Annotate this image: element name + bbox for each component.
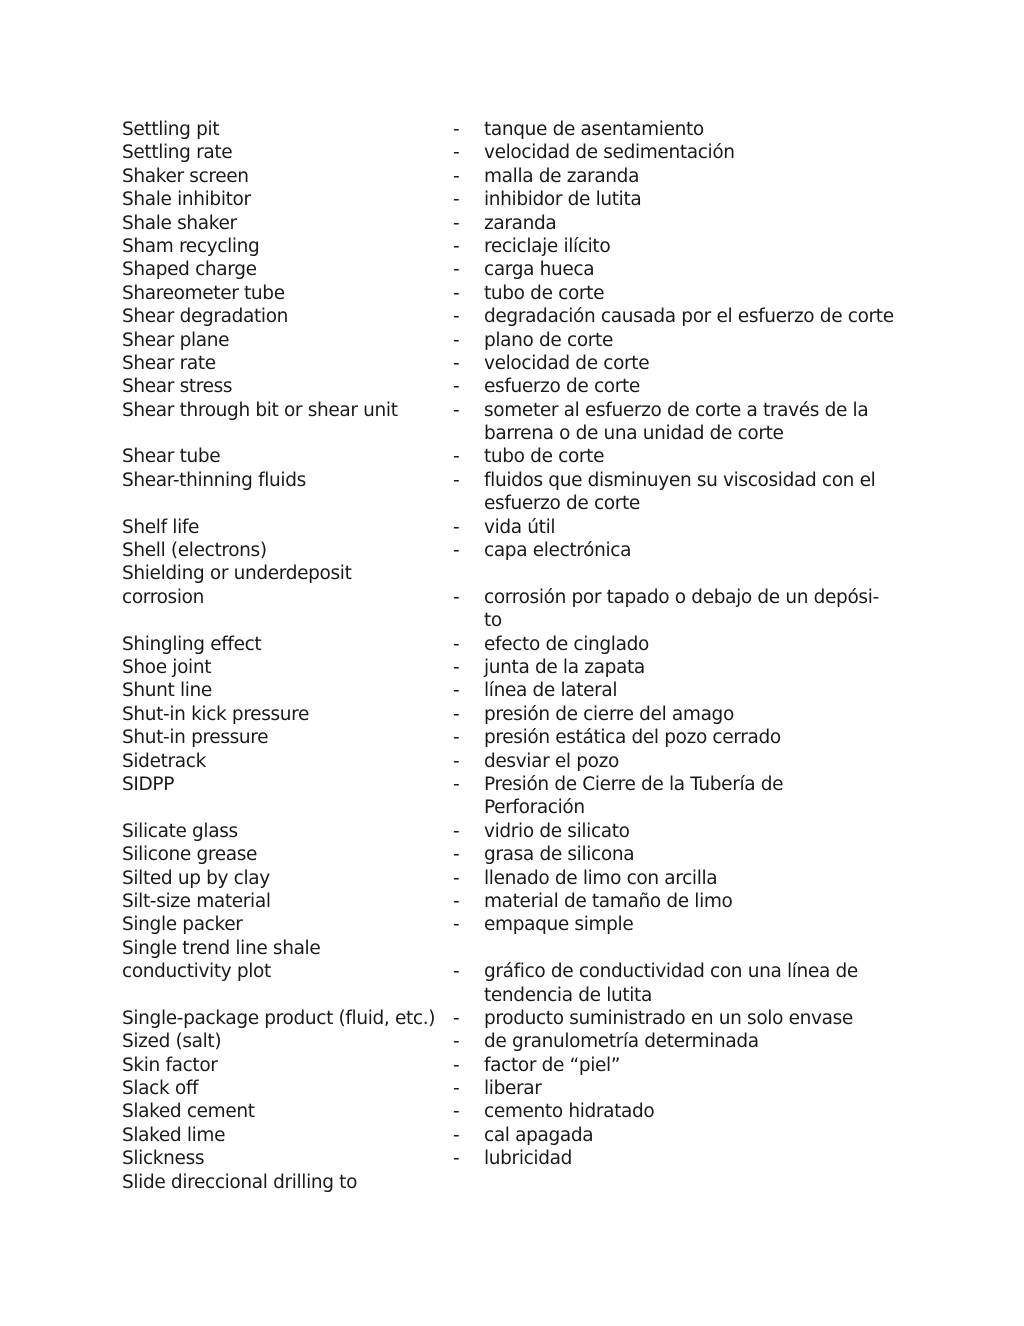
english-term: [122, 633, 261, 656]
english-term: [122, 165, 249, 188]
spanish-translation-line: reciclaje ilícito: [484, 235, 611, 257]
spanish-translation: [484, 352, 649, 375]
glossary-entry: [122, 212, 912, 235]
spanish-translation-line: esfuerzo de corte: [484, 493, 640, 515]
separator-dash: -: [453, 142, 460, 164]
english-term: [122, 445, 220, 468]
spanish-translation: [484, 212, 556, 235]
spanish-translation-line: desviar el pozo: [484, 750, 619, 772]
english-term-line: SIDPP: [122, 773, 175, 795]
spanish-translation-line: fluidos que disminuyen su viscosidad con el: [484, 469, 876, 491]
glossary-entry: [122, 1030, 912, 1053]
separator-dash: -: [453, 914, 460, 936]
separator-dash: -: [453, 867, 460, 889]
english-term-line: conductivity plot: [122, 961, 271, 983]
spanish-translation-line: cal apagada: [484, 1124, 594, 1146]
spanish-translation-line: factor de “piel”: [484, 1054, 621, 1076]
english-term-line: Shoe joint: [122, 657, 212, 679]
separator-dash: -: [453, 586, 460, 608]
glossary-entry: [122, 750, 912, 773]
english-term: [122, 1077, 198, 1100]
spanish-translation: [484, 1054, 620, 1077]
english-term: [122, 867, 270, 890]
glossary-entry: [122, 282, 912, 305]
english-term: [122, 305, 288, 328]
english-term-line: Shut-in pressure: [122, 727, 269, 749]
glossary-entry: [122, 890, 912, 913]
separator-dash: -: [453, 750, 460, 772]
glossary-entry: [122, 258, 912, 281]
spanish-translation: [484, 562, 879, 632]
spanish-translation-line: llenado de limo con arcilla: [484, 867, 718, 889]
english-term: [122, 282, 285, 305]
glossary-entry: [122, 539, 912, 562]
english-term-line: Settling rate: [122, 142, 233, 164]
english-term-line: Shaped charge: [122, 259, 257, 281]
glossary-entry: [122, 726, 912, 749]
english-term-line: Slack off: [122, 1078, 199, 1100]
english-term: [122, 703, 309, 726]
separator-dash: -: [453, 306, 460, 328]
spanish-translation-line: corrosión por tapado o debajo de un depósi-: [484, 586, 879, 608]
english-term: [122, 375, 232, 398]
english-term-line: Shear plane: [122, 329, 230, 351]
english-term: [122, 937, 320, 984]
separator-dash: -: [453, 1078, 460, 1100]
separator-dash: -: [453, 703, 460, 725]
glossary-entry: [122, 235, 912, 258]
glossary-entry: [122, 773, 912, 820]
spanish-translation-line: material de tamaño de limo: [484, 890, 733, 912]
english-term-line: Shear through bit or shear unit: [122, 399, 398, 421]
glossary-entry: [122, 445, 912, 468]
separator-dash: -: [453, 1101, 460, 1123]
english-term: [122, 890, 271, 913]
english-term-line: Shareometer tube: [122, 282, 285, 304]
spanish-translation: [484, 235, 610, 258]
glossary-entry: [122, 1100, 912, 1123]
glossary-entry: [122, 165, 912, 188]
spanish-translation: [484, 1100, 654, 1123]
separator-dash: -: [453, 540, 460, 562]
english-term: [122, 843, 257, 866]
english-term-line: Silted up by clay: [122, 867, 270, 889]
english-term-line: Silt-size material: [122, 890, 271, 912]
english-term-line: Sham recycling: [122, 235, 260, 257]
english-term-line: Shielding or underdeposit: [122, 563, 352, 585]
spanish-translation-line: vidrio de silicato: [484, 820, 630, 842]
english-term: [122, 679, 212, 702]
spanish-translation: [484, 516, 555, 539]
spanish-translation: [484, 633, 649, 656]
spanish-translation: [484, 1007, 853, 1030]
english-term: [122, 726, 268, 749]
spanish-translation-line: Perforación: [484, 797, 585, 819]
glossary-entry: [122, 843, 912, 866]
spanish-translation: [484, 258, 594, 281]
spanish-translation: [484, 867, 717, 890]
english-term: [122, 539, 267, 562]
spanish-translation-line: barrena o de una unidad de corte: [484, 423, 784, 445]
spanish-translation: [484, 118, 704, 141]
english-term-line: Shingling effect: [122, 633, 262, 655]
english-term: [122, 1030, 221, 1053]
spanish-translation: [484, 726, 781, 749]
glossary-entry: [122, 352, 912, 375]
english-term: [122, 1007, 435, 1030]
spanish-translation-line: tubo de corte: [484, 282, 605, 304]
spanish-translation: [484, 282, 604, 305]
spanish-translation-line: producto suministrado en un solo envase: [484, 1007, 853, 1029]
glossary-entry: [122, 656, 912, 679]
spanish-translation: [484, 913, 633, 936]
english-term-line: Shut-in kick pressure: [122, 703, 310, 725]
separator-dash: -: [453, 961, 460, 983]
english-term-line: Slaked cement: [122, 1101, 255, 1123]
english-term: [122, 913, 243, 936]
english-term: [122, 399, 398, 422]
glossary-entry: [122, 867, 912, 890]
english-term: [122, 188, 251, 211]
spanish-translation: [484, 469, 875, 516]
spanish-translation: [484, 937, 858, 1007]
english-term: [122, 118, 219, 141]
spanish-translation-line: empaque simple: [484, 914, 634, 936]
spanish-translation-line: esfuerzo de corte: [484, 376, 640, 398]
spanish-translation-line: cemento hidratado: [484, 1101, 655, 1123]
glossary-entry: [122, 1007, 912, 1030]
spanish-translation-line: presión estática del pozo cerrado: [484, 727, 781, 749]
english-term-line: Sized (salt): [122, 1031, 222, 1053]
separator-dash: -: [453, 119, 460, 140]
english-term: [122, 516, 199, 539]
glossary-entry: [122, 913, 912, 936]
spanish-translation-line: carga hueca: [484, 259, 595, 281]
spanish-translation: [484, 703, 734, 726]
spanish-translation: [484, 679, 617, 702]
english-term: [122, 1124, 225, 1147]
spanish-translation: [484, 329, 613, 352]
separator-dash: -: [453, 329, 460, 351]
spanish-translation-line: línea de lateral: [484, 680, 618, 702]
spanish-translation-line: Presión de Cierre de la Tubería de: [484, 773, 784, 795]
english-term-line: Single trend line shale: [122, 937, 321, 959]
glossary-entry: [122, 329, 912, 352]
glossary-entry: [122, 1124, 912, 1147]
spanish-translation: [484, 890, 733, 913]
english-term-line: Single packer: [122, 914, 243, 936]
english-term-line: Sidetrack: [122, 750, 206, 772]
spanish-translation-line: velocidad de corte: [484, 352, 650, 374]
english-term-line: Shear-thinning fluids: [122, 469, 306, 491]
glossary-list: [122, 118, 912, 1194]
english-term: [122, 820, 238, 843]
english-term-line: Shear rate: [122, 352, 216, 374]
separator-dash: -: [453, 680, 460, 702]
english-term: [122, 235, 259, 258]
spanish-translation: [484, 445, 604, 468]
english-term-line: Shunt line: [122, 680, 212, 702]
separator-dash: -: [453, 352, 460, 374]
english-term: [122, 141, 232, 164]
glossary-entry: [122, 820, 912, 843]
separator-dash: -: [453, 259, 460, 281]
spanish-translation-line: gráfico de conductividad con una línea de: [484, 961, 858, 983]
separator-dash: -: [453, 727, 460, 749]
spanish-translation-line: tanque de asentamiento: [484, 119, 704, 140]
spanish-translation: [484, 1030, 759, 1053]
separator-dash: -: [453, 1124, 460, 1146]
english-term: [122, 1171, 357, 1194]
separator-dash: -: [453, 212, 460, 234]
english-term-line: Shelf life: [122, 516, 200, 538]
separator-dash: -: [453, 282, 460, 304]
english-term: [122, 212, 237, 235]
glossary-entry: [122, 399, 912, 446]
spanish-translation-line: de granulometría determinada: [484, 1031, 759, 1053]
spanish-translation-line: zaranda: [484, 212, 557, 234]
spanish-translation-line: to: [484, 610, 502, 632]
glossary-entry: [122, 703, 912, 726]
spanish-translation: [484, 1124, 593, 1147]
separator-dash: -: [453, 773, 460, 795]
glossary-entry: [122, 469, 912, 516]
spanish-translation-line: lubricidad: [484, 1148, 572, 1170]
separator-dash: -: [453, 235, 460, 257]
english-term: [122, 773, 174, 796]
spanish-translation: [484, 165, 639, 188]
glossary-entry: [122, 516, 912, 539]
english-term-line: Shear tube: [122, 446, 221, 468]
separator-dash: -: [453, 890, 460, 912]
spanish-translation: [484, 820, 630, 843]
english-term: [122, 329, 229, 352]
english-term: [122, 656, 211, 679]
english-term-line: corrosion: [122, 586, 204, 608]
spanish-translation-line: plano de corte: [484, 329, 613, 351]
glossary-entry: [122, 562, 912, 632]
separator-dash: -: [453, 165, 460, 187]
spanish-translation-line: grasa de silicona: [484, 844, 635, 866]
spanish-translation-line: tendencia de lutita: [484, 984, 652, 1006]
separator-dash: -: [453, 657, 460, 679]
glossary-entry: [122, 937, 912, 1007]
english-term-line: Shale shaker: [122, 212, 237, 234]
separator-dash: -: [453, 844, 460, 866]
english-term-line: Slide direccional drilling to: [122, 1171, 358, 1193]
separator-dash: -: [453, 1148, 460, 1170]
glossary-entry: [122, 118, 912, 141]
spanish-translation: [484, 843, 634, 866]
separator-dash: -: [453, 1007, 460, 1029]
spanish-translation: [484, 188, 641, 211]
separator-dash: -: [453, 820, 460, 842]
english-term-line: Shear degradation: [122, 306, 289, 328]
spanish-translation: [484, 750, 619, 773]
spanish-translation: [484, 773, 783, 820]
spanish-translation: [484, 141, 735, 164]
english-term: [122, 750, 206, 773]
glossary-entry: [122, 679, 912, 702]
separator-dash: -: [453, 1054, 460, 1076]
english-term: [122, 258, 257, 281]
english-term-line: Settling pit: [122, 119, 220, 140]
spanish-translation-line: malla de zaranda: [484, 165, 640, 187]
english-term-line: Silicone grease: [122, 844, 258, 866]
english-term-line: Silicate glass: [122, 820, 238, 842]
english-term-line: Shaker screen: [122, 165, 249, 187]
spanish-translation-line: liberar: [484, 1078, 542, 1100]
glossary-entry: [122, 375, 912, 398]
glossary-entry: [122, 1054, 912, 1077]
spanish-translation: [484, 656, 645, 679]
spanish-translation-line: presión de cierre del amago: [484, 703, 734, 725]
english-term-line: Skin factor: [122, 1054, 218, 1076]
glossary-entry: [122, 633, 912, 656]
spanish-translation: [484, 399, 868, 446]
spanish-translation-line: vida útil: [484, 516, 556, 538]
separator-dash: -: [453, 1031, 460, 1053]
spanish-translation-line: inhibidor de lutita: [484, 189, 642, 211]
english-term-line: Shear stress: [122, 376, 233, 398]
glossary-entry: [122, 1077, 912, 1100]
english-term-line: Slickness: [122, 1148, 205, 1170]
separator-dash: -: [453, 376, 460, 398]
spanish-translation: [484, 539, 631, 562]
glossary-entry: [122, 188, 912, 211]
english-term: [122, 1054, 218, 1077]
spanish-translation: [484, 305, 894, 328]
spanish-translation-line: degradación causada por el esfuerzo de corte: [484, 306, 894, 328]
separator-dash: -: [453, 633, 460, 655]
separator-dash: -: [453, 469, 460, 491]
spanish-translation-line: tubo de corte: [484, 446, 605, 468]
english-term: [122, 1147, 204, 1170]
spanish-translation: [484, 375, 640, 398]
spanish-translation-line: efecto de cinglado: [484, 633, 649, 655]
english-term: [122, 562, 352, 609]
glossary-entry: [122, 1171, 912, 1194]
english-term-line: Slaked lime: [122, 1124, 226, 1146]
spanish-translation-line: capa electrónica: [484, 540, 632, 562]
spanish-translation-line: junta de la zapata: [484, 657, 645, 679]
glossary-entry: [122, 141, 912, 164]
separator-dash: -: [453, 516, 460, 538]
english-term: [122, 469, 306, 492]
spanish-translation-line: [484, 937, 858, 960]
glossary-entry: [122, 305, 912, 328]
spanish-translation-line: [484, 562, 879, 585]
separator-dash: -: [453, 189, 460, 211]
spanish-translation: [484, 1147, 572, 1170]
spanish-translation-line: someter al esfuerzo de corte a través de la: [484, 399, 869, 421]
english-term-line: Single-package product (fluid, etc.): [122, 1007, 436, 1029]
english-term: [122, 352, 216, 375]
english-term-line: Shell (electrons): [122, 540, 267, 562]
spanish-translation: [484, 1077, 542, 1100]
english-term: [122, 1100, 255, 1123]
separator-dash: -: [453, 399, 460, 421]
glossary-entry: [122, 1147, 912, 1170]
english-term-line: Shale inhibitor: [122, 189, 251, 211]
separator-dash: -: [453, 446, 460, 468]
spanish-translation-line: velocidad de sedimentación: [484, 142, 735, 164]
